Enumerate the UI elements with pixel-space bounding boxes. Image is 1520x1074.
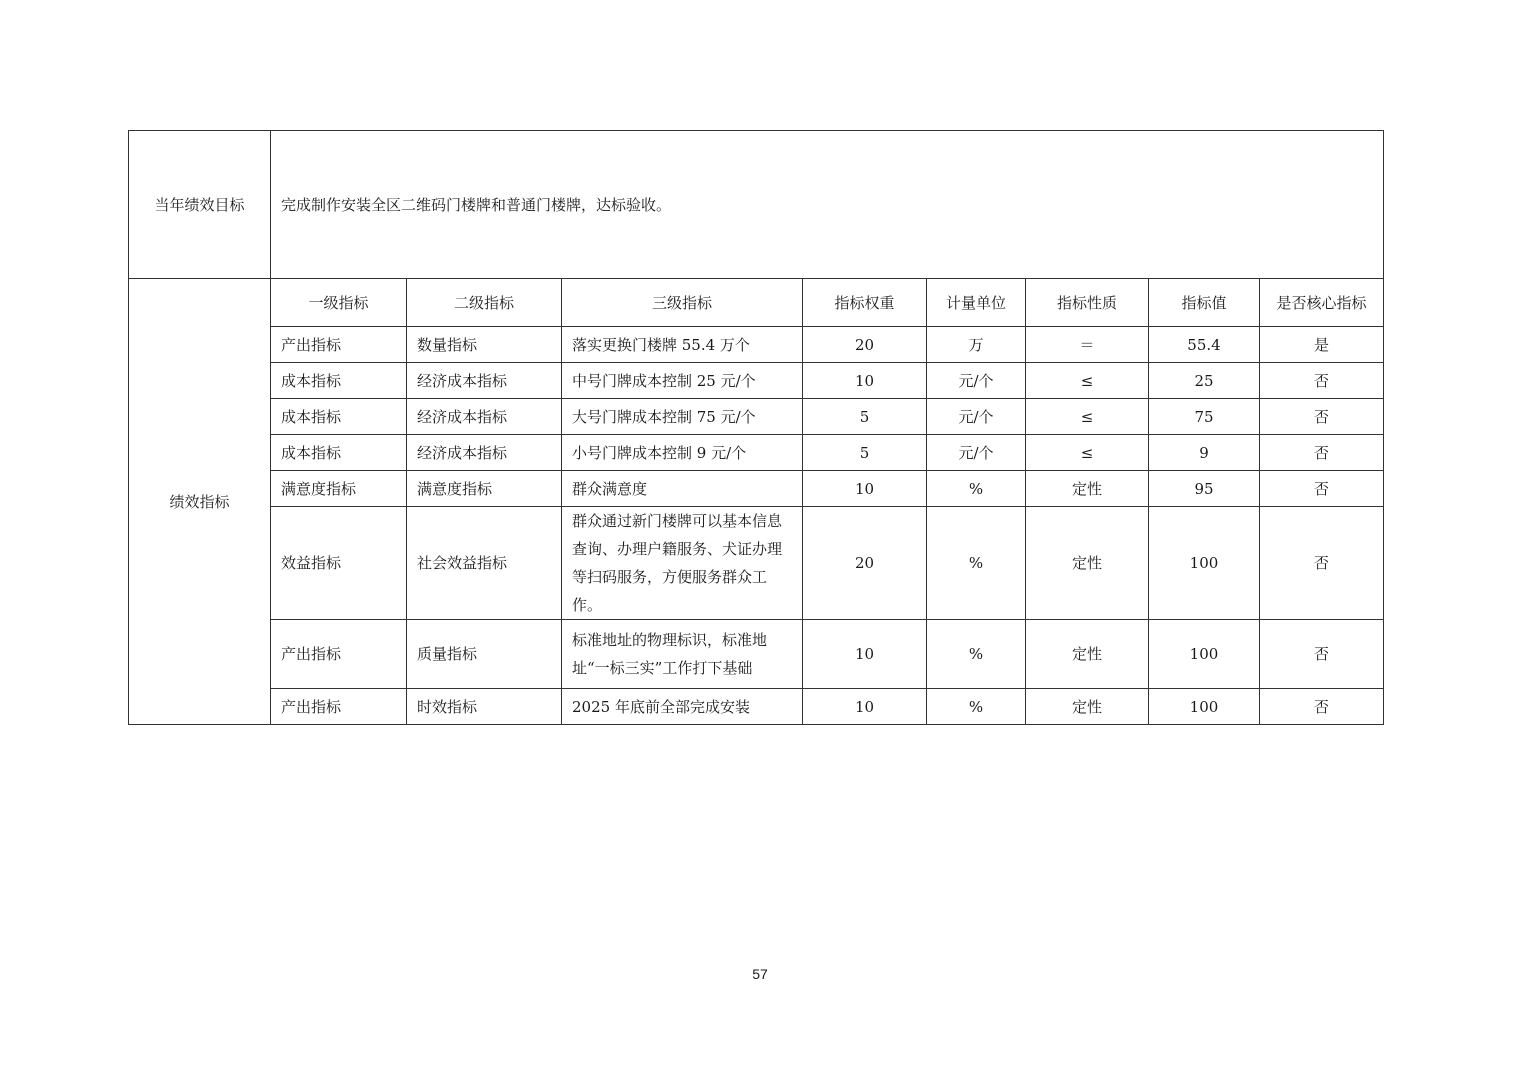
header-row [129, 279, 1384, 327]
unit-cell: % [927, 689, 1026, 725]
level1-cell: 成本指标 [271, 435, 407, 471]
goal-text: 完成制作安装全区二维码门楼牌和普通门楼牌，达标验收。 [271, 131, 1384, 279]
unit-cell: 万 [927, 327, 1026, 363]
weight-cell: 10 [803, 689, 927, 725]
level1-cell: 产出指标 [271, 327, 407, 363]
goal-label: 当年绩效目标 [129, 131, 271, 279]
weight-cell: 20 [803, 507, 927, 620]
nature-cell: 定性 [1026, 471, 1149, 507]
level3-cell: 群众通过新门楼牌可以基本信息查询、办理户籍服务、犬证办理等扫码服务，方便服务群众工作。 [562, 507, 803, 620]
table-row [129, 507, 1384, 620]
level3-cell: 中号门牌成本控制 25 元/个 [562, 363, 803, 399]
header-cell: 指标权重 [803, 279, 927, 327]
value-cell: 100 [1149, 620, 1260, 689]
unit-cell: 元/个 [927, 435, 1026, 471]
table-row [129, 689, 1384, 725]
weight-cell: 5 [803, 399, 927, 435]
level1-cell: 效益指标 [271, 507, 407, 620]
header-cell: 三级指标 [562, 279, 803, 327]
unit-cell: 元/个 [927, 363, 1026, 399]
table-row [129, 363, 1384, 399]
value-cell: 100 [1149, 689, 1260, 725]
level2-cell: 社会效益指标 [407, 507, 562, 620]
performance-table [128, 130, 1384, 725]
core-cell: 否 [1260, 363, 1384, 399]
nature-cell: ≤ [1026, 363, 1149, 399]
core-cell: 否 [1260, 471, 1384, 507]
table-row [129, 471, 1384, 507]
table-row [129, 620, 1384, 689]
page-number: 57 [752, 966, 768, 982]
core-cell: 否 [1260, 507, 1384, 620]
core-cell: 否 [1260, 620, 1384, 689]
level3-cell: 落实更换门楼牌 55.4 万个 [562, 327, 803, 363]
nature-cell: ≤ [1026, 435, 1149, 471]
level3-cell: 大号门牌成本控制 75 元/个 [562, 399, 803, 435]
weight-cell: 10 [803, 471, 927, 507]
nature-cell: 定性 [1026, 689, 1149, 725]
level1-cell: 产出指标 [271, 689, 407, 725]
value-cell: 100 [1149, 507, 1260, 620]
level1-cell: 成本指标 [271, 363, 407, 399]
table-row [129, 435, 1384, 471]
header-cell: 二级指标 [407, 279, 562, 327]
value-cell: 55.4 [1149, 327, 1260, 363]
level1-cell: 成本指标 [271, 399, 407, 435]
level3-cell: 小号门牌成本控制 9 元/个 [562, 435, 803, 471]
nature-cell: 定性 [1026, 620, 1149, 689]
nature-cell: 定性 [1026, 507, 1149, 620]
unit-cell: % [927, 507, 1026, 620]
core-cell: 否 [1260, 399, 1384, 435]
level2-cell: 质量指标 [407, 620, 562, 689]
unit-cell: % [927, 471, 1026, 507]
level1-cell: 产出指标 [271, 620, 407, 689]
weight-cell: 10 [803, 620, 927, 689]
nature-cell: ＝ [1026, 327, 1149, 363]
level2-cell: 时效指标 [407, 689, 562, 725]
header-cell: 一级指标 [271, 279, 407, 327]
table-row [129, 327, 1384, 363]
level2-cell: 数量指标 [407, 327, 562, 363]
unit-cell: % [927, 620, 1026, 689]
value-cell: 95 [1149, 471, 1260, 507]
header-cell: 指标性质 [1026, 279, 1149, 327]
level2-cell: 经济成本指标 [407, 435, 562, 471]
level2-cell: 经济成本指标 [407, 399, 562, 435]
weight-cell: 20 [803, 327, 927, 363]
header-cell: 指标值 [1149, 279, 1260, 327]
nature-cell: ≤ [1026, 399, 1149, 435]
value-cell: 25 [1149, 363, 1260, 399]
value-cell: 75 [1149, 399, 1260, 435]
core-cell: 是 [1260, 327, 1384, 363]
header-cell: 是否核心指标 [1260, 279, 1384, 327]
level2-cell: 满意度指标 [407, 471, 562, 507]
goal-row [129, 131, 1384, 279]
level2-cell: 经济成本指标 [407, 363, 562, 399]
weight-cell: 5 [803, 435, 927, 471]
weight-cell: 10 [803, 363, 927, 399]
core-cell: 否 [1260, 435, 1384, 471]
value-cell: 9 [1149, 435, 1260, 471]
level3-cell: 群众满意度 [562, 471, 803, 507]
unit-cell: 元/个 [927, 399, 1026, 435]
header-cell: 计量单位 [927, 279, 1026, 327]
table-row [129, 399, 1384, 435]
level3-cell: 2025 年底前全部完成安装 [562, 689, 803, 725]
level1-cell: 满意度指标 [271, 471, 407, 507]
level3-cell: 标准地址的物理标识，标准地址“一标三实”工作打下基础 [562, 620, 803, 689]
indicators-label: 绩效指标 [129, 279, 271, 725]
core-cell: 否 [1260, 689, 1384, 725]
